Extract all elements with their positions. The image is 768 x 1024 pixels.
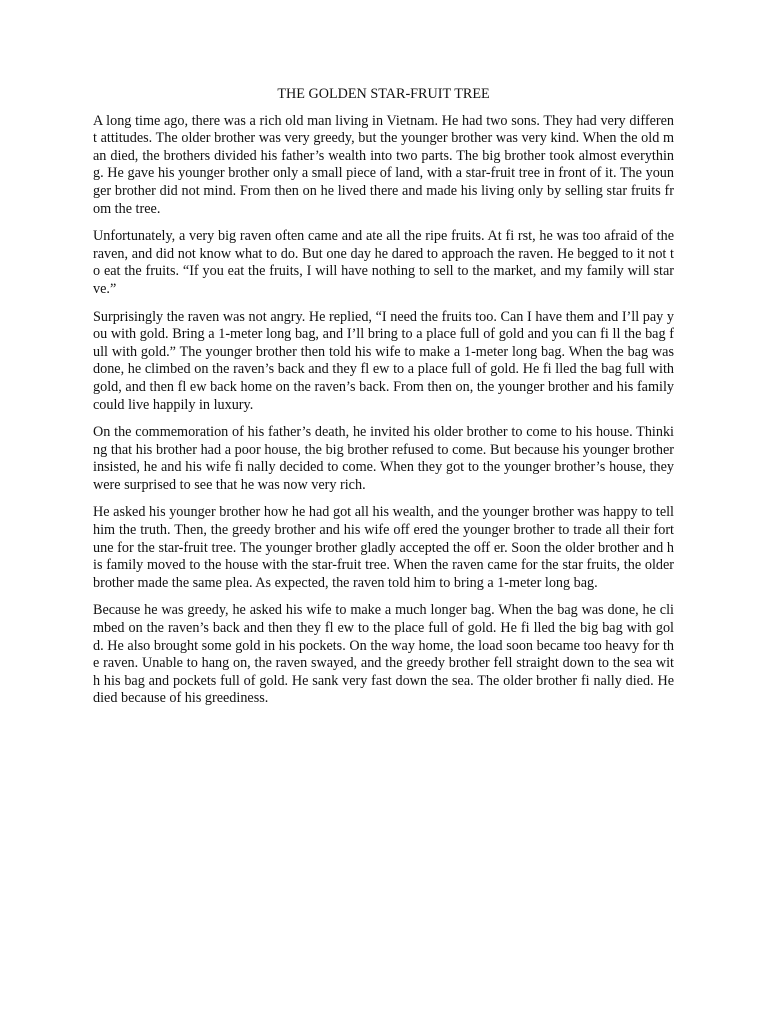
paragraph-5: He asked his younger brother how he had got all his wealth, and the younger brother was happy to tell him the truth. Then, the greedy brother and his wife off ered the younger brother to trade all their fortune for the star-fruit tree. The younger brother gladly accepted the off er. Soon the older brother and his family moved to the house with the star-fruit tree. When the raven came for the star fruits, the older brother made the same plea. As expected, the raven told him to bring a 1-meter long bag. (93, 504, 674, 591)
paragraph-3: Surprisingly the raven was not angry. He replied, “I need the fruits too. Can I have them and I’ll pay you with gold. Bring a 1-meter long bag, and I’ll bring to a place full of gold and you can fi ll the bag full with gold.” The younger brother then told his wife to make a 1-meter long bag. When the bag was done, he climbed on the raven’s back and they fl ew to a place full of gold. He fi lled the bag full with gold, and then fl ew back home on the raven’s back. From then on, the younger brother and his family could live happily in luxury. (93, 308, 674, 413)
document-page (93, 86, 674, 718)
document-title: THE GOLDEN STAR-FRUIT TREE (277, 86, 490, 102)
paragraph-1: A long time ago, there was a rich old man living in Vietnam. He had two sons. They had very different attitudes. The older brother was very greedy, but the younger brother was very kind. When the old man died, the brothers divided his father’s wealth into two parts. The big brother took almost everything. He gave his younger brother only a small piece of land, with a star-fruit tree in front of it. The younger brother did not mind. From then on he lived there and made his living only by selling star fruits from the tree. (93, 112, 674, 217)
paragraph-6: Because he was greedy, he asked his wife to make a much longer bag. When the bag was done, he climbed on the raven’s back and then they fl ew to the place full of gold. He fi lled the big bag with gold. He also brought some gold in his pockets. On the way home, the load soon became too heavy for the raven. Unable to hang on, the raven swayed, and the greedy brother fell straight down to the sea with his bag and pockets full of gold. He sank very fast down the sea. The older brother fi nally died. He died because of his greediness. (93, 602, 674, 707)
paragraph-4: On the commemoration of his father’s death, he invited his older brother to come to his house. Thinking that his brother had a poor house, the big brother refused to come. But because his younger brother insisted, he and his wife fi nally decided to come. When they got to the younger brother’s house, they were surprised to see that he was now very rich. (93, 424, 674, 493)
paragraph-2: Unfortunately, a very big raven often came and ate all the ripe fruits. At fi rst, he was too afraid of the raven, and did not know what to do. But one day he dared to approach the raven. He begged to it not to eat the fruits. “If you eat the fruits, I will have nothing to sell to the market, and my family will starve.” (93, 228, 674, 297)
